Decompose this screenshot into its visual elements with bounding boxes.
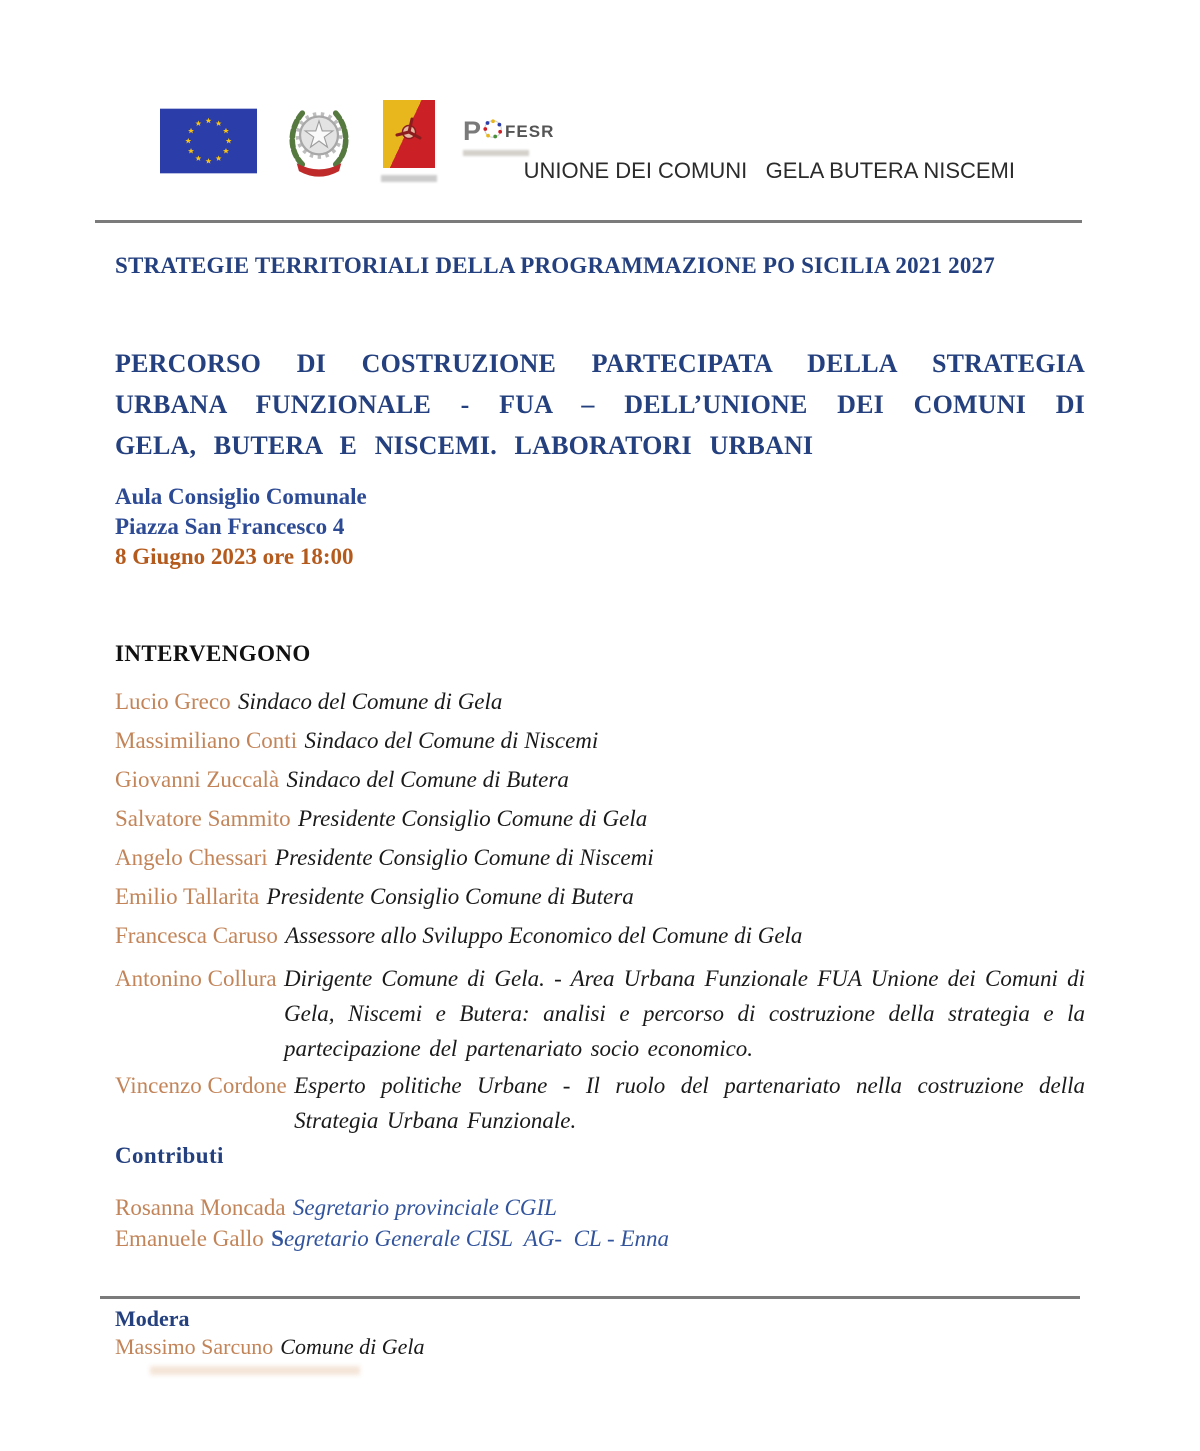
contributor-name: Rosanna Moncada — [115, 1195, 286, 1220]
contributor-row — [115, 1192, 1085, 1223]
moderation-heading: Modera — [115, 1306, 190, 1331]
speaker-name: Massimiliano Conti — [115, 728, 298, 753]
speaker-row — [115, 727, 1085, 755]
logo-strip — [160, 100, 554, 182]
speaker-role: Sindaco del Comune di Butera — [286, 767, 569, 792]
speaker-name: Francesca Caruso — [115, 923, 278, 948]
speaker-role: Dirigente Comune di Gela. - Area Urbana Funzionale FUA Unione dei Comuni di Gela, Niscemi e Butera: analisi e percorso di costruzione della strategia e la partecipazione del partenariato socio economico. — [284, 966, 1094, 1061]
speaker-role: Sindaco del Comune di Niscemi — [304, 728, 599, 753]
event-datetime: 8 Giugno 2023 ore 18:00 — [115, 544, 354, 569]
faded-text-smudge — [150, 1366, 360, 1375]
speaker-name: Lucio Greco — [115, 689, 231, 714]
speaker-role: Presidente Consiglio Comune di Butera — [266, 884, 634, 909]
organization-name: UNIONE DEI COMUNI GELA BUTERA NISCEMI — [523, 158, 1015, 183]
venue-address: Piazza San Francesco 4 — [115, 514, 345, 539]
po-letter: P — [463, 116, 482, 146]
speaker-role: Presidente Consiglio Comune di Niscemi — [275, 845, 654, 870]
header — [115, 100, 1085, 212]
speaker-role: Presidente Consiglio Comune di Gela — [298, 806, 648, 831]
sicily-flag-icon — [383, 100, 435, 168]
po-circle-icon — [482, 118, 504, 145]
contributor-role-rest: egretario Generale CISL AG- CL - Enna — [283, 1226, 669, 1251]
venue-block — [115, 482, 1085, 572]
speaker-row — [115, 844, 1085, 872]
italian-republic-emblem-icon — [283, 102, 355, 180]
speaker-name: Vincenzo Cordone — [115, 1073, 287, 1098]
speaker-row — [115, 688, 1085, 716]
speaker-name: Giovanni Zuccalà — [115, 767, 280, 792]
eu-flag-icon — [160, 105, 257, 177]
speaker-role: Assessore allo Sviluppo Economico del Comune di Gela — [285, 923, 803, 948]
speaker-row — [115, 961, 1094, 1066]
contributor-name: Emanuele Gallo — [115, 1226, 264, 1251]
speakers-list — [115, 688, 1094, 1138]
contributor-role — [271, 1223, 1085, 1254]
event-title: PERCORSO DI COSTRUZIONE PARTECIPATA DELLA STRATEGIA URBANA FUNZIONALE - FUA – DELL’UNIONE DEI COMUNI DI GELA, BUTERA E NISCEMI. LABORATORI URBANI — [115, 349, 1085, 460]
regione-siciliana-flag-logo — [381, 100, 437, 182]
po-fesr-logo — [463, 116, 554, 156]
speaker-name: Emilio Tallarita — [115, 884, 260, 909]
moderator-role: Comune di Gela — [280, 1334, 425, 1359]
moderator-name: Massimo Sarcuno — [115, 1334, 274, 1359]
program-title: STRATEGIE TERRITORIALI DELLA PROGRAMMAZIONE PO SICILIA 2021 2027 — [115, 253, 995, 278]
speaker-row — [115, 1068, 1094, 1138]
contributions-heading: Contributi — [115, 1143, 224, 1168]
speaker-role: Sindaco del Comune di Gela — [237, 689, 503, 714]
contributor-role: Segretario provinciale CGIL — [292, 1195, 557, 1220]
speaker-name: Antonino Collura — [115, 966, 277, 991]
speaker-name: Salvatore Sammito — [115, 806, 291, 831]
footer-divider — [100, 1296, 1080, 1299]
speaker-row — [115, 922, 1085, 950]
contributors-list — [115, 1192, 1085, 1254]
eu-flag-logo — [160, 105, 257, 177]
speaker-name: Angelo Chessari — [115, 845, 268, 870]
speaker-row — [115, 883, 1085, 911]
contributor-row — [115, 1223, 1085, 1254]
po-fesr-caption-smudge — [463, 150, 529, 156]
venue-place: Aula Consiglio Comunale — [115, 484, 367, 509]
moderator-row — [115, 1332, 1085, 1362]
fesr-letters: FESR — [505, 121, 555, 141]
header-divider — [95, 220, 1082, 223]
contributor-role-initial: S — [271, 1226, 284, 1251]
speaker-role: Esperto politiche Urbane - Il ruolo del partenariato nella costruzione della Strategia Urbana Funzionale. — [294, 1073, 1094, 1133]
speaker-row — [115, 766, 1085, 794]
speakers-heading: INTERVENGONO — [115, 641, 311, 666]
speaker-row — [115, 805, 1085, 833]
sicily-caption-smudge — [381, 175, 437, 182]
